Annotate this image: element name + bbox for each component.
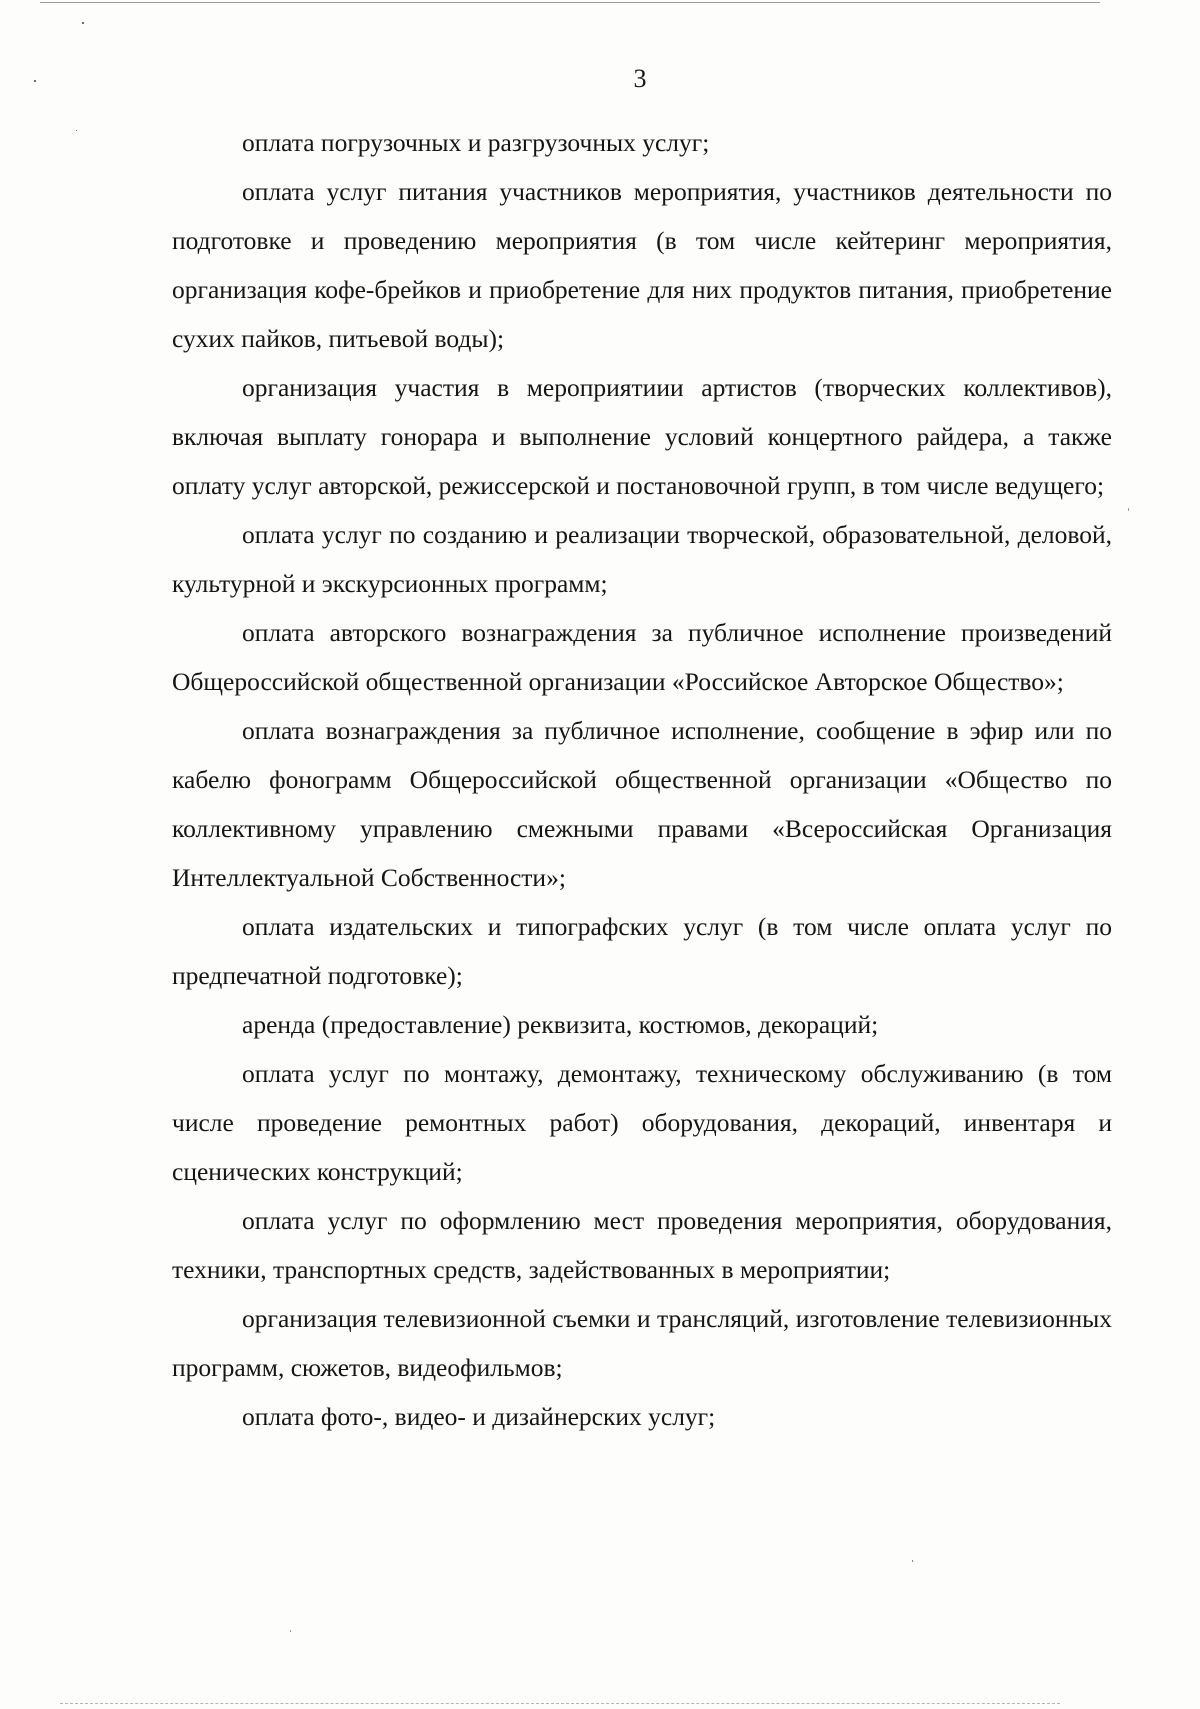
paragraph-artists-participation: организация участия в мероприятиии артистов (творческих коллективов), включая выплату гонорара и выполнение условий концертного райдера, а также оплату услуг авторской, режиссерской и постановочной групп, в том числе ведущего; (172, 373, 1112, 500)
paragraph-printing-services: оплата издательских и типографских услуг (в том числе оплата услуг по предпечатной подготовке); (172, 912, 1112, 990)
scan-speck (82, 22, 84, 24)
paragraph-tv-production: организация телевизионной съемки и трансляций, изготовление телевизионных программ, сюжетов, видеофильмов; (172, 1304, 1112, 1382)
paragraph-photo-video-design: оплата фото-, видео- и дизайнерских услуг; (242, 1402, 716, 1431)
paragraph-props-rental: аренда (предоставление) реквизита, костюмов, декораций; (242, 1010, 879, 1039)
paragraph-author-remuneration: оплата авторского вознаграждения за публичное исполнение произведений Общероссийской общественной организации «Российское Авторское Общество»; (172, 618, 1112, 696)
page-number: 3 (633, 64, 647, 93)
paragraph-venue-decoration: оплата услуг по оформлению мест проведения мероприятия, оборудования, техники, транспортных средств, задействованных в мероприятии; (172, 1206, 1112, 1284)
scan-speck (1128, 508, 1129, 511)
paragraph-loading-services: оплата погрузочных и разгрузочных услуг; (242, 128, 710, 157)
scan-bottom-edge (60, 1703, 1060, 1704)
paragraph-phonogram-remuneration: оплата вознаграждения за публичное исполнение, сообщение в эфир или по кабелю фонограмм Общероссийской общественной организации «Общество по коллективному управлению смежными правами «Всероссийская Организация Интеллектуальной Собственности»; (172, 716, 1112, 892)
scan-speck (912, 1560, 913, 1562)
scan-top-edge (40, 2, 1100, 3)
scan-speck (76, 130, 77, 131)
paragraph-installation-services: оплата услуг по монтажу, демонтажу, техническому обслуживанию (в том числе проведение ремонтных работ) оборудования, декораций, инвентаря и сценических конструкций; (172, 1059, 1112, 1186)
scan-speck (290, 1630, 291, 1632)
paragraph-catering-services: оплата услуг питания участников мероприятия, участников деятельности по подготовке и проведению мероприятия (в том числе кейтеринг мероприятия, организация кофе-брейков и приобретение для них продуктов питания, приобретение сухих пайков, питьевой воды); (172, 177, 1112, 353)
scan-speck (34, 80, 36, 82)
document-body (172, 118, 1112, 1441)
paragraph-programs: оплата услуг по созданию и реализации творческой, образовательной, деловой, культурной и экскурсионных программ; (172, 520, 1112, 598)
